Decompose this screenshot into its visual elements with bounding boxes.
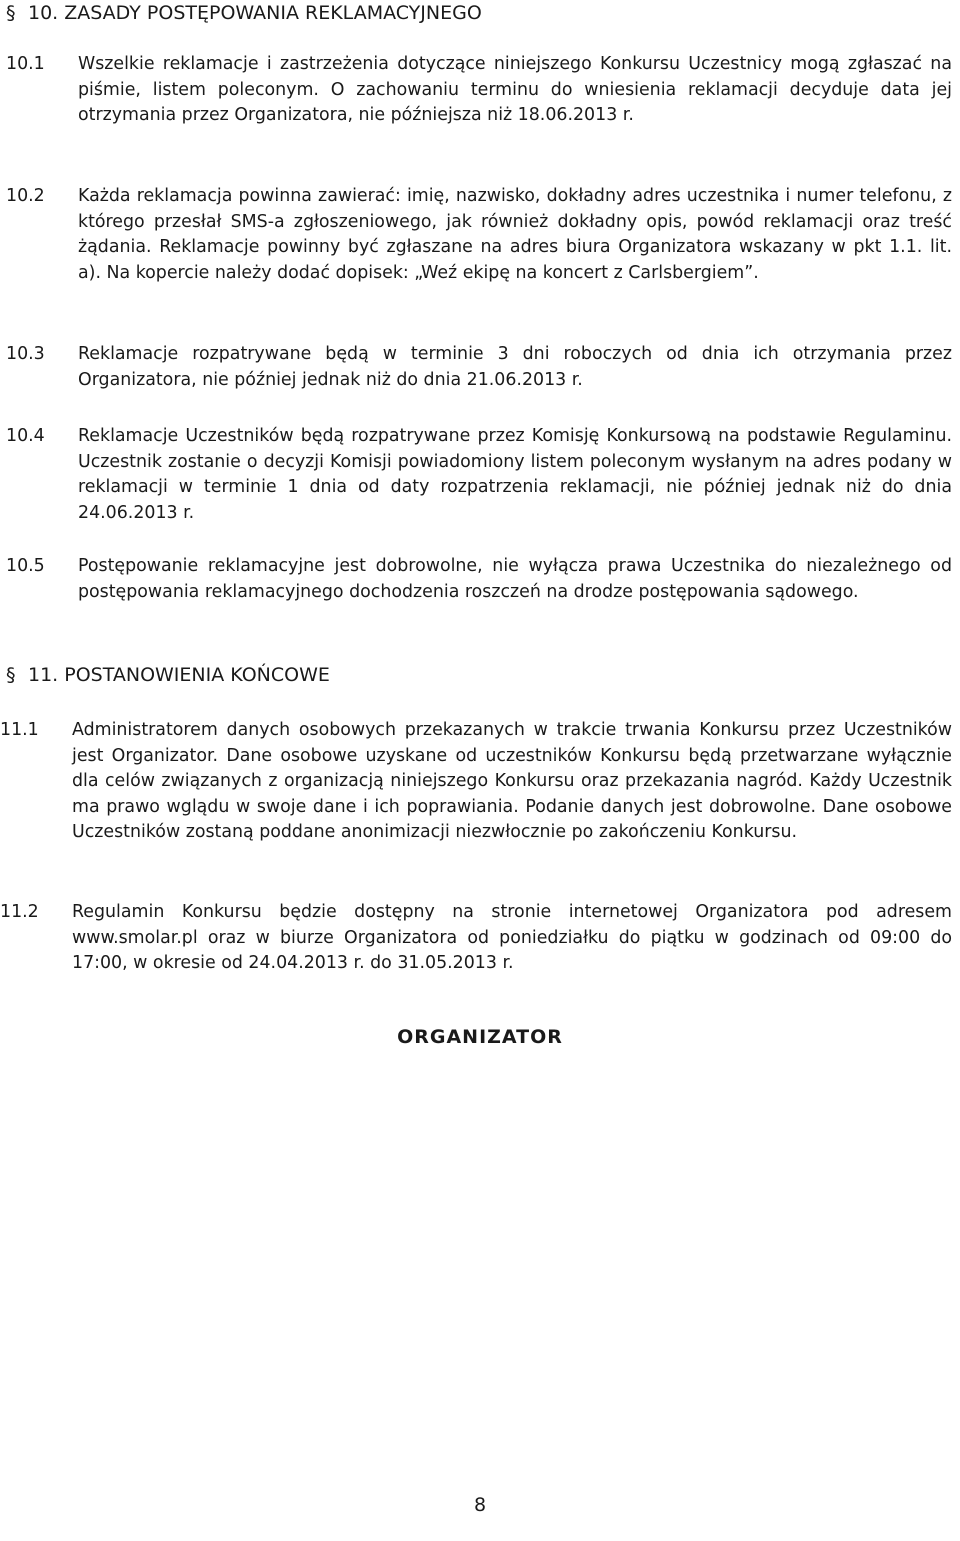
clause-text: Regulamin Konkursu będzie dostępny na stronie internetowej Organizatora pod adresem www.smolar.pl oraz w biurze Organizatora od poniedziałku do piątku w godzinach od 09:00 do 17:00, w okresie od 24.04.2013 r. do 31.05.2013 r. [72,902,952,974]
organizer-signature: ORGANIZATOR [397,1026,563,1048]
clause-10-4 [6,424,952,526]
clause-number: 10.4 [6,426,45,446]
clause-text: Administratorem danych osobowych przekazanych w trakcie trwania Konkursu przez Uczestników jest Organizator. Dane osobowe uzyskane od uczestników Konkursu będą przetwarzane wyłącznie dla celów związanych z organizacją niniejszego Konkursu oraz przekazania nagród. Każdy Uczestnik ma prawo wglądu w swoje dane i ich poprawiania. Podanie danych jest dobrowolne. Dane osobowe Uczestników zostaną poddane anonimizacji niezwłocznie po zakończeniu Konkursu. [72,720,952,843]
section-title: 10. ZASADY POSTĘPOWANIA REKLAMACYJNEGO [28,2,482,24]
clause-10-5 [6,554,952,605]
clause-number: 10.5 [6,556,45,576]
clause-10-2 [6,184,952,286]
clause-text: Reklamacje Uczestników będą rozpatrywane przez Komisję Konkursową na podstawie Regulaminu. Uczestnik zostanie o decyzji Komisji powiadomiony listem poleconym wysłanym na adres podany w reklamacji w terminie 1 dnia od daty rozpatrzenia reklamacji, nie później jednak niż do dnia 24.06.2013 r. [78,426,952,523]
clause-10-1 [6,52,952,129]
clause-10-3 [6,342,952,393]
page-number: 8 [473,1494,487,1516]
section-10-heading [6,0,482,26]
clause-number: 11.2 [0,902,39,922]
clause-11-1 [0,718,952,846]
clause-text: Reklamacje rozpatrywane będą w terminie 3 dni roboczych od dnia ich otrzymania przez Organizatora, nie później jednak niż do dnia 21.06.2013 r. [78,344,952,390]
section-11-heading [6,662,330,688]
clause-text: Wszelkie reklamacje i zastrzeżenia dotyczące niniejszego Konkursu Uczestnicy mogą zgłaszać na piśmie, listem poleconym. O zachowaniu terminu do wniesienia reklamacji decyduje data jej otrzymania przez Organizatora, nie późniejsza niż 18.06.2013 r. [78,54,952,126]
clause-number: 11.1 [0,720,39,740]
section-title: 11. POSTANOWIENIA KOŃCOWE [28,664,330,686]
clause-11-2 [0,900,952,977]
clause-number: 10.3 [6,344,45,364]
clause-text: Postępowanie reklamacyjne jest dobrowolne, nie wyłącza prawa Uczestnika do niezależnego od postępowania reklamacyjnego dochodzenia roszczeń na drodze postępowania sądowego. [78,556,952,602]
section-marker: § [6,664,16,686]
clause-number: 10.1 [6,54,45,74]
section-marker: § [6,2,16,24]
clause-number: 10.2 [6,186,45,206]
clause-text: Każda reklamacja powinna zawierać: imię, nazwisko, dokładny adres uczestnika i numer telefonu, z którego przesłał SMS-a zgłoszeniowego, jak również dokładny opis, powód reklamacji oraz treść żądania. Reklamacje powinny być zgłaszane na adres biura Organizatora wskazany w pkt 1.1. lit. a). Na kopercie należy dodać dopisek: „Weź ekipę na koncert z Carlsbergiem”. [78,186,952,283]
